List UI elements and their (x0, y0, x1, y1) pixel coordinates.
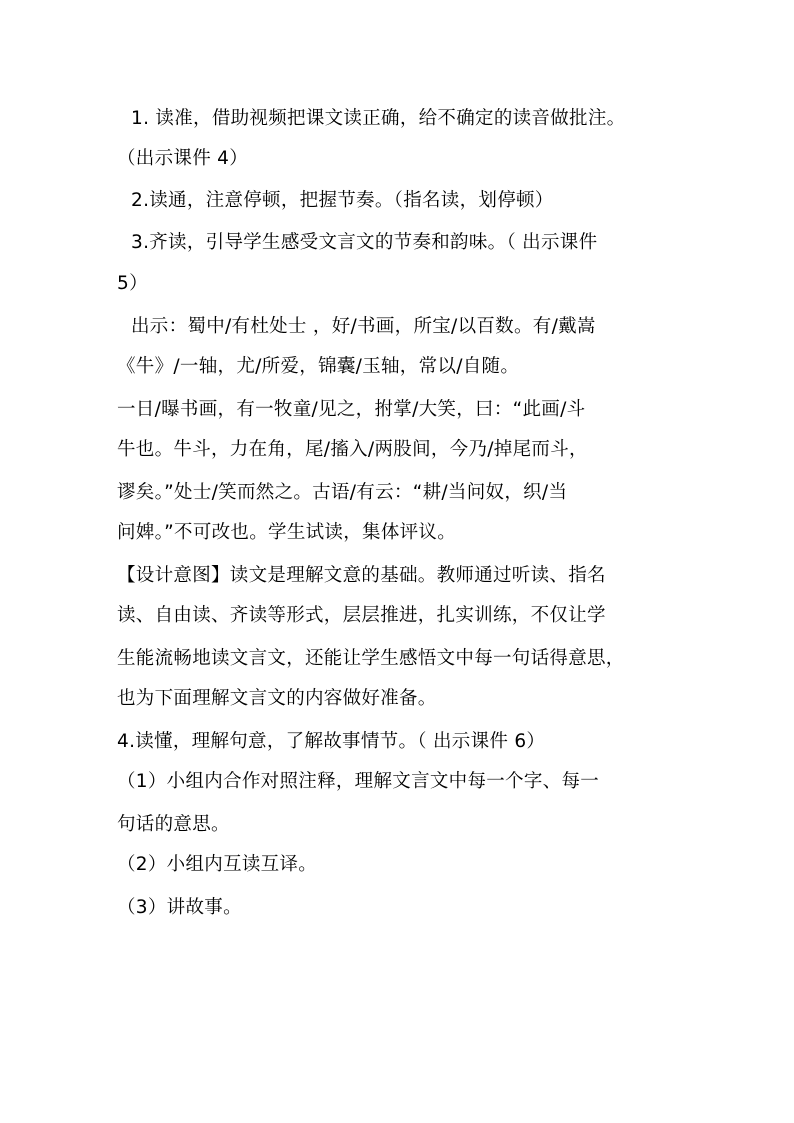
step-3-courseware-note: 5） (117, 273, 148, 294)
substep-2: （2）小组内互读互译。 (117, 854, 318, 875)
step-1-courseware-note: （出示课件 4） (117, 148, 249, 169)
substep-3: （3）讲故事。 (117, 897, 242, 918)
passage-line-1: 出示：蜀中/有杜处士 ，好/书画，所宝/以百数。有/戴嵩 (131, 316, 596, 337)
passage-line-6: 问婢。”不可改也。学生试读，集体评议。 (117, 522, 457, 543)
design-intent-line-2: 读、自由读、齐读等形式，层层推进，扎实训练，不仅让学 (117, 605, 606, 626)
design-intent-line-4: 也为下面理解文言文的内容做好准备。 (117, 688, 437, 709)
passage-line-3: 一日/曝书画，有一牧童/见之，拊掌/大笑，曰：“此画/斗 (117, 399, 586, 420)
passage-line-5: 谬矣。”处士/笑而然之。古语/有云：“耕/当问奴，织/当 (117, 482, 568, 503)
step-4-understand: 4.读懂，理解句意，了解故事情节。（ 出示课件 6） (117, 731, 546, 752)
design-intent-line-3: 生能流畅地读文言文，还能让学生感悟文中每一句话得意思， (117, 648, 625, 669)
design-intent-line-1: 【设计意图】读文是理解文意的基础。教师通过听读、指名 (117, 565, 606, 586)
substep-1-line-2: 句话的意思。 (117, 814, 230, 835)
substep-1-line-1: （1）小组内合作对照注释，理解文言文中每一个字、每一 (117, 771, 600, 792)
step-2-read-fluently: 2.读通，注意停顿，把握节奏。（指名读，划停顿） (131, 190, 554, 211)
passage-line-4: 牛也。牛斗，力在角，尾/搐入/两股间，今乃/掉尾而斗， (117, 439, 588, 460)
step-1-read-accurately: 1. 读准，借助视频把课文读正确，给不确定的读音做批注。 (131, 108, 626, 129)
step-3-read-together: 3.齐读，引导学生感受文言文的节奏和韵味。（ 出示课件 (131, 232, 598, 253)
passage-line-2: 《牛》/一轴，尤/所爱，锦囊/玉轴，常以/自随。 (117, 356, 520, 377)
